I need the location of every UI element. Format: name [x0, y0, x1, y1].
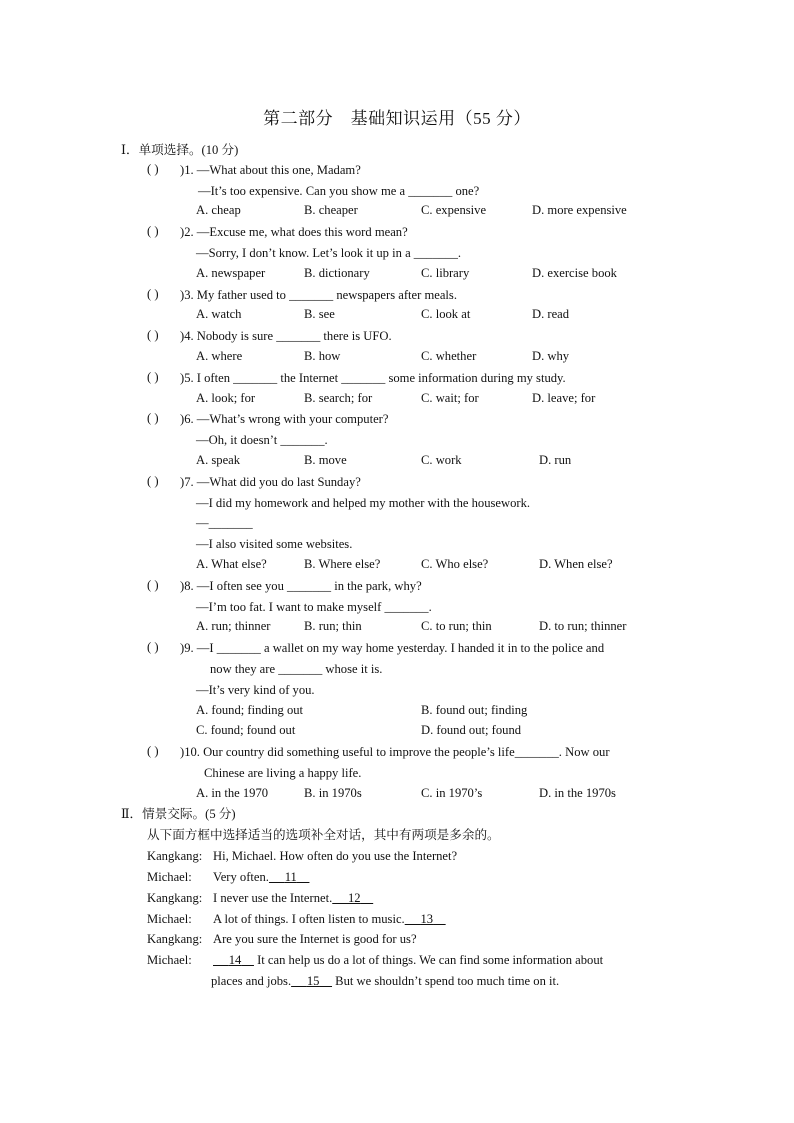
section2-instruction: 从下面方框中选择适当的选项补全对话，其中有两项是多余的。	[147, 828, 500, 842]
option-b: B. run; thin	[304, 619, 362, 633]
option-c: C. expensive	[421, 203, 487, 217]
answer-paren: ( )	[147, 162, 159, 176]
option-c: C. look at	[421, 307, 471, 321]
blank-11: 11	[284, 870, 297, 884]
option-a: A. cheap	[196, 203, 241, 217]
question-2: )2. —Excuse me, what does this word mean?	[180, 225, 408, 239]
section2-header: Ⅱ．情景交际。(5 分)	[121, 807, 236, 821]
question-8-line2: —I’m too fat. I want to make myself _______.	[196, 600, 432, 614]
dialog-speaker: Michael:	[147, 912, 192, 926]
answer-paren: ( )	[147, 224, 159, 238]
question-6-line2: —Oh, it doesn’t _______.	[196, 433, 328, 447]
question-10-line2: Chinese are living a happy life.	[204, 766, 362, 780]
blank-15: 15	[306, 974, 320, 988]
option-d: D. to run; thinner	[539, 619, 627, 633]
dialog-text: A lot of things. I often listen to music. 13	[213, 911, 446, 927]
option-b: B. Where else?	[304, 557, 381, 571]
page-title: 第二部分 基础知识运用（55 分）	[263, 109, 531, 128]
option-b: B. how	[304, 349, 341, 363]
question-9: )9. —I _______ a wallet on my way home yesterday. I handed it in to the police and	[180, 641, 605, 655]
option-a: A. in the 1970	[196, 786, 269, 800]
question-2-line2: —Sorry, I don’t know. Let’s look it up in a _______.	[196, 246, 462, 260]
option-d: D. run	[539, 453, 572, 467]
option-a: A. speak	[196, 453, 241, 467]
option-d: D. found out; found	[421, 723, 522, 737]
dialog-speaker: Michael:	[147, 953, 192, 967]
blank-13: 13	[420, 912, 434, 926]
answer-paren: ( )	[147, 287, 159, 301]
option-c: C. wait; for	[421, 391, 479, 405]
option-d: D. in the 1970s	[539, 786, 616, 800]
question-1: )1. —What about this one, Madam?	[180, 163, 361, 177]
option-d: D. why	[532, 349, 570, 363]
option-b: B. found out; finding	[421, 703, 528, 717]
option-a: A. newspaper	[196, 266, 266, 280]
option-d: D. more expensive	[532, 203, 627, 217]
dialog-text: Hi, Michael. How often do you use the Internet?	[213, 849, 458, 863]
question-7-line3: —_______	[196, 516, 253, 530]
dialog-text: Very often. 11	[213, 869, 309, 885]
answer-paren: ( )	[147, 578, 159, 592]
option-c: C. Who else?	[421, 557, 489, 571]
option-b: B. cheaper	[304, 203, 358, 217]
option-a: A. What else?	[196, 557, 267, 571]
answer-paren: ( )	[147, 474, 159, 488]
option-c: C. library	[421, 266, 470, 280]
question-7-line4: —I also visited some websites.	[196, 537, 353, 551]
answer-paren: ( )	[147, 411, 159, 425]
section1-header: Ⅰ．单项选择。(10 分)	[121, 143, 239, 157]
option-d: D. read	[532, 307, 570, 321]
option-b: B. search; for	[304, 391, 373, 405]
question-9-line3: —It’s very kind of you.	[196, 683, 315, 697]
option-c: C. to run; thin	[421, 619, 492, 633]
question-7: )7. —What did you do last Sunday?	[180, 475, 361, 489]
dialog-speaker: Kangkang:	[147, 849, 203, 863]
option-b: B. move	[304, 453, 347, 467]
option-d: D. leave; for	[532, 391, 596, 405]
question-6: )6. —What’s wrong with your computer?	[180, 412, 389, 426]
dialog-speaker: Kangkang:	[147, 891, 203, 905]
dialog-text: 14 It can help us do a lot of things. We can find some information about	[213, 952, 603, 968]
answer-paren: ( )	[147, 640, 159, 654]
option-b: B. in 1970s	[304, 786, 362, 800]
question-9-line2: now they are _______ whose it is.	[210, 662, 383, 676]
answer-paren: ( )	[147, 328, 159, 342]
question-8: )8. —I often see you _______ in the park, why?	[180, 579, 422, 593]
answer-paren: ( )	[147, 370, 159, 384]
option-a: A. watch	[196, 307, 242, 321]
option-c: C. whether	[421, 349, 477, 363]
question-3: )3. My father used to _______ newspapers after meals.	[180, 288, 457, 302]
question-5: )5. I often _______ the Internet _______ some information during my study.	[180, 371, 566, 385]
question-7-line2: —I did my homework and helped my mother with the housework.	[196, 496, 531, 510]
dialog-text-continuation: places and jobs. 15 But we shouldn’t spend too much time on it.	[211, 974, 560, 988]
question-1-line2: —It’s too expensive. Can you show me a _______ one?	[198, 184, 480, 198]
option-b: B. dictionary	[304, 266, 370, 280]
option-b: B. see	[304, 307, 335, 321]
question-10: )10. Our country did something useful to improve the people’s life_______. Now our	[180, 745, 610, 759]
option-d: D. exercise book	[532, 266, 617, 280]
answer-paren: ( )	[147, 744, 159, 758]
option-c: C. work	[421, 453, 462, 467]
option-d: D. When else?	[539, 557, 613, 571]
question-4: )4. Nobody is sure _______ there is UFO.	[180, 329, 392, 343]
dialog-text: Are you sure the Internet is good for us?	[213, 932, 417, 946]
option-c: C. found; found out	[196, 723, 296, 737]
dialog-speaker: Kangkang:	[147, 932, 203, 946]
dialog-speaker: Michael:	[147, 870, 192, 884]
blank-14: 14	[228, 953, 242, 967]
option-a: A. run; thinner	[196, 619, 271, 633]
blank-12: 12	[348, 891, 361, 905]
option-a: A. where	[196, 349, 243, 363]
option-a: A. look; for	[196, 391, 256, 405]
dialog-text: I never use the Internet. 12	[213, 890, 373, 906]
option-c: C. in 1970’s	[421, 786, 483, 800]
option-a: A. found; finding out	[196, 703, 304, 717]
